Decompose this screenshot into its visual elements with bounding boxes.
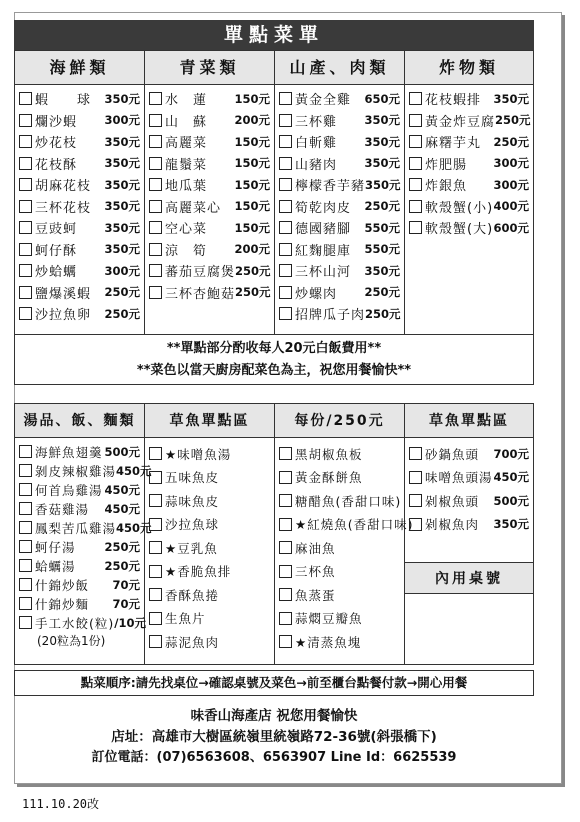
item-price: 450元 [104, 501, 140, 516]
menu-item [149, 442, 274, 466]
column-heading: 山產、肉類 [275, 51, 404, 85]
item-price: 250元 [235, 263, 271, 278]
item-name: 軟殼蟹(大) [425, 222, 494, 238]
checkbox[interactable] [19, 200, 32, 213]
top-menu-table [14, 50, 534, 335]
checkbox[interactable] [19, 114, 32, 127]
menu-item [279, 303, 404, 325]
item-name: 三杯山河 [295, 265, 352, 281]
item-price: 550元 [364, 220, 400, 235]
checkbox[interactable] [19, 578, 32, 591]
menu-item [279, 260, 404, 282]
menu-item [19, 196, 144, 218]
menu-item [149, 630, 274, 654]
checkbox[interactable] [409, 157, 422, 170]
item-name: ★豆乳魚 [165, 540, 218, 556]
menu-item [409, 466, 533, 490]
item-price: 350元 [104, 220, 140, 235]
menu-title: 單點菜單 [14, 20, 534, 50]
item-name: ★清蒸魚塊 [295, 634, 362, 650]
item-name: 鹽爆溪蝦 [35, 286, 92, 302]
item-price: 200元 [234, 242, 270, 257]
menu-item [409, 174, 533, 196]
checkbox[interactable] [409, 221, 422, 234]
menu-item [279, 217, 404, 239]
item-name: 空心菜 [165, 222, 208, 238]
menu-item [19, 110, 144, 132]
item-name: 海鮮魚翅羹 [35, 444, 103, 460]
item-price: 350元 [104, 156, 140, 171]
note-rice-fee: **單點部分酌收每人20元白飯費用** [166, 341, 382, 356]
column-heading: 炸物類 [405, 51, 533, 85]
item-name: ★紅燒魚(香甜口味) [295, 517, 414, 533]
item-price: 350元 [104, 91, 140, 106]
menu-item [409, 513, 533, 537]
menu-column [145, 404, 275, 664]
item-price: 350元 [364, 263, 400, 278]
item-price: 70元 [112, 577, 140, 592]
item-name: 沙拉魚卵 [35, 308, 92, 324]
checkbox[interactable] [409, 518, 422, 531]
item-price: 70元 [112, 596, 140, 611]
item-name: 花枝蝦排 [425, 93, 482, 109]
checkbox[interactable] [279, 612, 292, 625]
item-name: 炒螺肉 [295, 286, 338, 302]
menu-item [409, 196, 533, 218]
item-name: 沙拉魚球 [165, 517, 220, 533]
item-name: 蕃茄豆腐煲 [165, 265, 236, 281]
revision-date: 111.10.20改 [22, 797, 100, 811]
menu-item [149, 466, 274, 490]
item-name: 蒜泥魚肉 [165, 634, 220, 650]
menu-item [279, 131, 404, 153]
menu-item [279, 442, 404, 466]
checkbox[interactable] [279, 200, 292, 213]
item-price: 300元 [493, 177, 529, 192]
column-heading: 每份/250元 [275, 404, 404, 438]
checkbox[interactable] [149, 178, 162, 191]
checkbox[interactable] [409, 200, 422, 213]
item-name: 白斬雞 [295, 136, 338, 152]
item-name: 魚蒸蛋 [295, 587, 336, 603]
item-price: 200元 [234, 113, 270, 128]
menu-item [19, 461, 152, 480]
menu-item [279, 560, 404, 584]
item-price: 250元 [365, 306, 401, 321]
item-name: 炸銀魚 [425, 179, 468, 195]
item-name: 龍鬚菜 [165, 157, 208, 173]
item-price: 350元 [104, 134, 140, 149]
checkbox[interactable] [149, 471, 162, 484]
item-name: 手工水餃(粒) [35, 615, 115, 631]
item-name: 三杯花枝 [35, 200, 92, 216]
checkbox[interactable] [279, 92, 292, 105]
menu-item [19, 174, 144, 196]
checkbox[interactable] [279, 307, 292, 320]
checkbox[interactable] [279, 588, 292, 601]
menu-item [279, 239, 404, 261]
item-name: 蒜燜豆瓣魚 [295, 611, 363, 627]
item-name: 黑胡椒魚板 [295, 446, 363, 462]
item-price: 300元 [104, 263, 140, 278]
checkbox[interactable] [279, 541, 292, 554]
menu-item [149, 131, 274, 153]
item-price: 600元 [493, 220, 529, 235]
menu-notes [14, 335, 534, 385]
item-name: 招牌瓜子肉 [295, 308, 366, 324]
item-price: 350元 [493, 91, 529, 106]
menu-item [279, 536, 404, 560]
item-price: 350元 [493, 517, 529, 532]
item-name: ★香脆魚排 [165, 564, 232, 580]
checkbox[interactable] [149, 157, 162, 170]
checkbox[interactable] [149, 114, 162, 127]
menu-item [19, 442, 144, 461]
menu-column [405, 404, 533, 664]
item-name: 炒蛤蠣 [35, 265, 78, 281]
checkbox[interactable] [279, 471, 292, 484]
checkbox[interactable] [279, 565, 292, 578]
table-number-heading: 內用桌號 [405, 562, 533, 594]
column-heading: 草魚單點區 [145, 404, 274, 438]
item-price: 250元 [104, 558, 140, 573]
item-price: 150元 [234, 156, 270, 171]
checkbox[interactable] [409, 92, 422, 105]
checkbox[interactable] [149, 286, 162, 299]
checkbox[interactable] [19, 264, 32, 277]
menu-column [275, 404, 414, 664]
checkbox[interactable] [279, 157, 292, 170]
item-name: 剁椒魚頭 [425, 493, 480, 509]
menu-item [19, 88, 144, 110]
item-price: 400元 [493, 199, 529, 214]
item-name: 砂鍋魚頭 [425, 446, 480, 462]
menu-column [275, 51, 405, 334]
item-name: 香菇雞湯 [35, 501, 90, 517]
menu-item [409, 442, 533, 466]
menu-item [149, 174, 274, 196]
item-price: 500元 [493, 493, 529, 508]
checkbox[interactable] [149, 221, 162, 234]
menu-column [15, 51, 145, 334]
checkbox[interactable] [149, 200, 162, 213]
item-price: 450元 [493, 470, 529, 485]
column-heading: 青菜類 [145, 51, 274, 85]
item-price: 350元 [104, 177, 140, 192]
item-name: 爛沙蝦 [35, 114, 78, 130]
item-price: 250元 [495, 113, 531, 128]
item-name: 五味魚皮 [165, 470, 220, 486]
menu-item [279, 630, 404, 654]
checkbox[interactable] [19, 221, 32, 234]
item-price: 250元 [235, 285, 271, 300]
menu-item [279, 153, 404, 175]
item-name: 何首烏雞湯 [35, 482, 103, 498]
menu-item [409, 153, 533, 175]
item-price: 350元 [104, 242, 140, 257]
item-price: 350元 [364, 156, 400, 171]
menu-column [405, 51, 533, 334]
item-price: 150元 [234, 199, 270, 214]
menu-item [279, 282, 404, 304]
menu-item [19, 518, 152, 537]
menu-item [279, 174, 404, 196]
checkbox[interactable] [149, 92, 162, 105]
item-name: 黃金全雞 [295, 93, 352, 109]
item-price: 650元 [364, 91, 400, 106]
checkbox[interactable] [19, 92, 32, 105]
item-price: 350元 [364, 113, 400, 128]
shop-phone: 訂位電話：(07)6563608、6563907 Line Id：6625539 [91, 750, 457, 765]
item-price: 150元 [234, 134, 270, 149]
checkbox[interactable] [149, 635, 162, 648]
menu-item [149, 196, 274, 218]
item-name: 三杯魚 [295, 564, 336, 580]
item-price: 350元 [365, 177, 401, 192]
menu-item [19, 239, 144, 261]
menu-item [409, 489, 533, 513]
item-price: 300元 [493, 156, 529, 171]
item-name: 豆豉蚵 [35, 222, 78, 238]
checkbox[interactable] [149, 264, 162, 277]
checkbox[interactable] [409, 494, 422, 507]
item-price: 350元 [104, 199, 140, 214]
item-name: 山豬肉 [295, 157, 338, 173]
checkbox[interactable] [19, 307, 32, 320]
item-price: 450元 [116, 520, 152, 535]
menu-item [149, 513, 274, 537]
item-name: 什錦炒飯 [35, 577, 90, 593]
menu-item [149, 260, 274, 282]
menu-item [279, 607, 404, 631]
checkbox[interactable] [409, 447, 422, 460]
item-name: 三杯杏鮑菇 [165, 286, 236, 302]
item-name: 高麗菜心 [165, 200, 222, 216]
checkbox[interactable] [19, 616, 32, 629]
menu-item [19, 282, 144, 304]
item-name: 德國豬腳 [295, 222, 352, 238]
checkbox[interactable] [279, 286, 292, 299]
checkbox[interactable] [149, 243, 162, 256]
menu-item [149, 110, 274, 132]
checkbox[interactable] [409, 135, 422, 148]
item-name: 檸檬香芋豬 [295, 179, 366, 195]
menu-item [19, 480, 144, 499]
checkbox[interactable] [19, 243, 32, 256]
menu-item [19, 575, 144, 594]
item-name: 紅麴腿庫 [295, 243, 352, 259]
item-name: 香酥魚捲 [165, 587, 220, 603]
menu-item [149, 88, 274, 110]
checkbox[interactable] [279, 635, 292, 648]
item-name: ★味噌魚湯 [165, 446, 232, 462]
ordering-steps: 點菜順序:請先找桌位→確認桌號及菜色→前至櫃台點餐付款→開心用餐 [14, 670, 534, 696]
item-price: 250元 [104, 285, 140, 300]
menu-item [149, 560, 274, 584]
menu-item [279, 489, 404, 513]
menu-item [19, 217, 144, 239]
item-price: 450元 [104, 482, 140, 497]
menu-item [19, 260, 144, 282]
checkbox[interactable] [279, 243, 292, 256]
menu-item [149, 239, 274, 261]
checkbox[interactable] [279, 221, 292, 234]
menu-item [19, 556, 144, 575]
item-name: 筍乾肉皮 [295, 200, 352, 216]
item-name: 高麗菜 [165, 136, 208, 152]
checkbox[interactable] [19, 540, 32, 553]
item-price: 150元 [234, 220, 270, 235]
item-name: 胡麻花枝 [35, 179, 92, 195]
menu-item [279, 513, 414, 537]
checkbox[interactable] [279, 518, 292, 531]
checkbox[interactable] [19, 521, 32, 534]
checkbox[interactable] [19, 483, 32, 496]
checkbox[interactable] [19, 597, 32, 610]
checkbox[interactable] [19, 286, 32, 299]
checkbox[interactable] [19, 135, 32, 148]
menu-item [149, 153, 274, 175]
item-name: 炸肥腸 [425, 157, 468, 173]
checkbox[interactable] [19, 502, 32, 515]
item-price: 150元 [234, 91, 270, 106]
item-price: 150元 [234, 177, 270, 192]
checkbox[interactable] [149, 588, 162, 601]
item-name: 黃金酥餅魚 [295, 470, 363, 486]
checkbox[interactable] [279, 264, 292, 277]
item-name: 地瓜葉 [165, 179, 208, 195]
item-price: 250元 [104, 539, 140, 554]
column-heading: 草魚單點區 [405, 404, 533, 438]
item-name: 味噌魚頭湯 [425, 470, 493, 486]
checkbox[interactable] [149, 447, 162, 460]
menu-item [409, 88, 533, 110]
checkbox[interactable] [279, 447, 292, 460]
menu-item [149, 536, 274, 560]
menu-column [15, 404, 152, 664]
item-name: 涼 筍 [165, 243, 208, 259]
item-price: 250元 [493, 134, 529, 149]
item-name: 蝦 球 [35, 93, 92, 109]
checkbox[interactable] [19, 157, 32, 170]
checkbox[interactable] [149, 518, 162, 531]
item-price: 250元 [104, 306, 140, 321]
menu-item [279, 583, 404, 607]
item-name: 蛤蠣湯 [35, 558, 76, 574]
column-heading: 湯品、飯、麵類 [15, 404, 144, 438]
item-price: /10元 [114, 615, 146, 630]
checkbox[interactable] [19, 464, 32, 477]
menu-item [19, 594, 144, 613]
item-name: 山 蘇 [165, 114, 208, 130]
item-price: 350元 [364, 134, 400, 149]
menu-item [279, 110, 404, 132]
menu-item [409, 110, 533, 132]
menu-item [19, 613, 144, 632]
item-price: 300元 [104, 113, 140, 128]
menu-column [145, 51, 275, 334]
item-price: 450元 [116, 463, 152, 478]
menu-item [149, 607, 274, 631]
checkbox[interactable] [409, 178, 422, 191]
item-name: 什錦炒麵 [35, 596, 90, 612]
column-heading: 海鮮類 [15, 51, 144, 85]
shop-name: 味香山海產店 祝您用餐愉快 [190, 708, 358, 724]
item-name: 軟殼蟹(小) [425, 200, 494, 216]
checkbox[interactable] [19, 559, 32, 572]
menu-item [19, 131, 144, 153]
checkbox[interactable] [409, 114, 422, 127]
item-name: 麻油魚 [295, 540, 336, 556]
item-name: 黃金炸豆腐 [425, 114, 496, 130]
menu-item [279, 466, 404, 490]
item-name: 糖醋魚(香甜口味) [295, 493, 402, 509]
item-price: 500元 [104, 444, 140, 459]
menu-item [149, 217, 274, 239]
item-price: 250元 [364, 199, 400, 214]
checkbox[interactable] [149, 135, 162, 148]
item-name: 鳳梨苦瓜雞湯 [35, 520, 117, 536]
item-name: 剁椒魚肉 [425, 517, 480, 533]
menu-item [279, 196, 404, 218]
item-name: 三杯雞 [295, 114, 338, 130]
item-name: 炒花枝 [35, 136, 78, 152]
checkbox[interactable] [149, 494, 162, 507]
item-name: 蚵仔酥 [35, 243, 78, 259]
menu-item [19, 499, 144, 518]
menu-item [409, 217, 533, 239]
item-name: 花枝酥 [35, 157, 78, 173]
checkbox[interactable] [279, 178, 292, 191]
item-name: 蒜味魚皮 [165, 493, 220, 509]
note-daily-menu: **菜色以當天廚房配菜色為主，祝您用餐愉快** [136, 363, 412, 378]
checkbox[interactable] [149, 565, 162, 578]
menu-item [19, 537, 144, 556]
menu-item [149, 583, 274, 607]
menu-item [149, 489, 274, 513]
item-name: 蚵仔湯 [35, 539, 76, 555]
item-price: 700元 [493, 446, 529, 461]
checkbox[interactable] [279, 114, 292, 127]
checkbox[interactable] [149, 541, 162, 554]
checkbox[interactable] [279, 494, 292, 507]
checkbox[interactable] [409, 471, 422, 484]
shop-address: 店址：高雄市大樹區統嶺里統嶺路72-36號(斜張橋下) [111, 729, 437, 745]
item-name: 水 蓮 [165, 93, 208, 109]
checkbox[interactable] [19, 178, 32, 191]
item-name: 生魚片 [165, 611, 206, 627]
menu-item [19, 303, 144, 325]
menu-item [279, 88, 404, 110]
item-price: 550元 [364, 242, 400, 257]
item-name: 麻糬芋丸 [425, 136, 482, 152]
item-price: 250元 [364, 285, 400, 300]
item-name: 剝皮辣椒雞湯 [35, 463, 117, 479]
dumpling-footnote: (20粒為1份) [37, 634, 106, 648]
menu-item [19, 153, 144, 175]
bottom-menu-table [14, 403, 534, 665]
checkbox[interactable] [149, 612, 162, 625]
checkbox[interactable] [19, 445, 32, 458]
menu-item [149, 282, 274, 304]
checkbox[interactable] [279, 135, 292, 148]
menu-item [409, 131, 533, 153]
